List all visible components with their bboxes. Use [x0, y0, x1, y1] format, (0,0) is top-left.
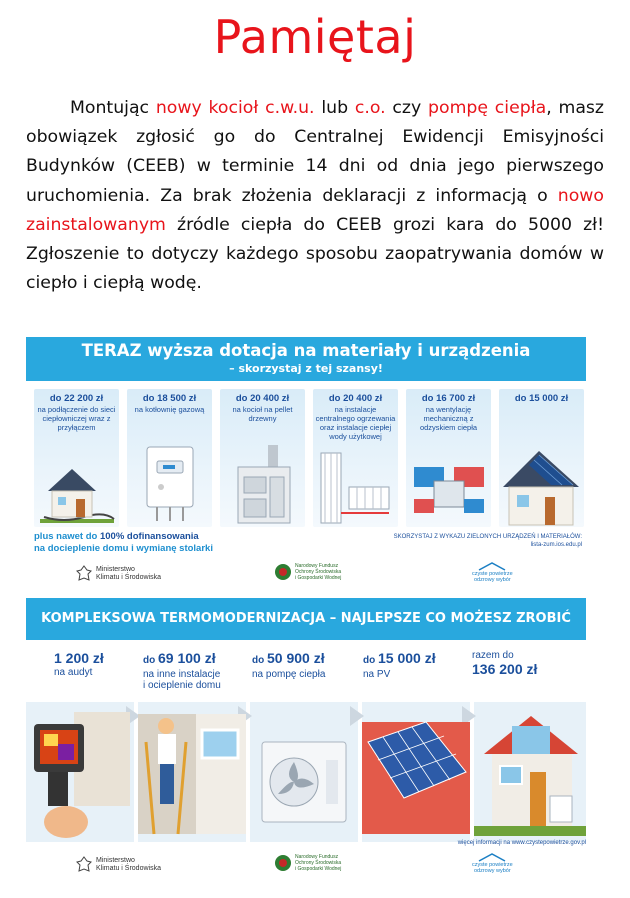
step-prefix: razem do: [472, 650, 514, 661]
pellet-boiler-icon: [220, 437, 305, 527]
card-amount: do 16 700 zł: [421, 393, 476, 404]
cp-name-1: czyste powietrze: [472, 571, 513, 577]
para-text-2: lub: [314, 98, 355, 118]
thermomodernization-infographic: [26, 590, 586, 886]
card-amount: do 20 400 zł: [235, 393, 290, 404]
gas-boiler-icon: [127, 427, 212, 527]
nf-name-2: Ochrony Środowiska: [295, 860, 342, 866]
nfosigw-icon: [274, 854, 292, 872]
nfosigw-icon: [274, 563, 292, 581]
logos-row-1: [26, 561, 586, 585]
card-district-heating: [34, 389, 119, 527]
card-desc: na kotłownię gazową: [134, 405, 205, 414]
eagle-icon: [76, 856, 92, 874]
more-info-url: więcej informacji na www.czystepowietrze.gov.pl: [457, 840, 586, 846]
ministry-logo: [76, 856, 161, 874]
nf-name-2: Ochrony Środowiska: [295, 569, 342, 575]
step-amount: 50 900 zł: [267, 650, 325, 666]
cp-name-2: odzrowy wybór: [473, 577, 511, 583]
card-pv: [499, 389, 584, 527]
zum-list-info: [378, 533, 582, 549]
card-central-heating: [313, 389, 398, 527]
ventilation-icon: [406, 447, 491, 527]
subsidy-cards: [34, 389, 582, 527]
nfosigw-logo: [274, 563, 341, 581]
subsidy-banner-title: TERAZ wyższa dotacja na materiały i urządzenia: [81, 341, 531, 360]
step-audit: [54, 650, 104, 678]
house-outline-icon: [477, 561, 507, 571]
step-desc: na audyt: [54, 667, 93, 678]
para-text-5: źródle ciepła do CEEB grozi kara do 5000 zł! Zgłoszenie to dotyczy każdego sposobu zaopatrywania domów w ciepło i ciepłą wodę.: [26, 214, 604, 294]
card-amount: do 22 200 zł: [49, 393, 104, 404]
ministry-name-2: Klimatu i Środowiska: [96, 574, 161, 581]
step-insulation: [143, 650, 221, 691]
card-pellet-boiler: [220, 389, 305, 527]
step-amount: 69 100 zł: [158, 650, 216, 666]
nf-name-3: i Gospodarki Wodnej: [295, 866, 342, 872]
para-highlight-co: c.o.: [354, 98, 386, 118]
step-amount: 1 200 zł: [54, 650, 104, 666]
card-ventilation: [406, 389, 491, 527]
ministry-name-1: Ministerstwo: [96, 857, 135, 864]
step-desc-2: i ocieplenie domu: [143, 680, 221, 691]
zum-list-label: SKORZYSTAJ Z WYKAZU ZIELONYCH URZĄDZEŃ I MATERIAŁÓW:: [393, 534, 582, 540]
subsidy-banner-subtitle: – skorzystaj z tej szansy!: [229, 362, 383, 375]
step-desc: na PV: [363, 669, 391, 680]
nf-name-3: i Gospodarki Wodnej: [295, 575, 342, 581]
cp-name-2: odzrowy wybór: [473, 868, 511, 874]
card-amount: do 18 500 zł: [142, 393, 197, 404]
plus-text-a: plus nawet do: [34, 531, 100, 542]
ministry-name-1: Ministerstwo: [96, 566, 135, 573]
nf-name-1: Narodowy Fundusz: [295, 854, 339, 860]
zum-list-url: lista-zum.ios.edu.pl: [530, 542, 582, 548]
step-amount: 15 000 zł: [378, 650, 436, 666]
para-text-1: Montując: [70, 98, 156, 118]
step-desc-1: na inne instalacje: [143, 669, 221, 680]
step-desc: na pompę ciepła: [252, 669, 326, 680]
page-title: Pamiętaj: [213, 10, 417, 64]
para-text-4: , masz obowiązek zgłosić go do Centralnej Ewidencji Emisyjności Budynków (CEEB) w terminie 14 dni od dnia jego pierwszego uruchomienia. Za brak złożenia deklaracji z informacją o: [26, 98, 604, 206]
para-highlight-new: nowo zainstalowanym: [26, 185, 604, 235]
notice-paragraph: [26, 94, 604, 298]
step-heat-pump: [252, 650, 325, 680]
thermo-steps: [26, 650, 586, 710]
step-prefix: do: [252, 655, 267, 666]
logos-row-2: [26, 852, 586, 878]
subsidy-banner: [26, 337, 586, 381]
card-desc: na instalacje centralnego ogrzewania oraz instalacje ciepłej wody użytkowej: [315, 405, 396, 441]
card-gas-boiler: [127, 389, 212, 527]
card-desc: na wentylację mechaniczną z odzyskiem ciepła: [419, 405, 478, 432]
card-desc: na kocioł na pellet drzewny: [232, 405, 293, 423]
step-prefix: do: [143, 655, 158, 666]
radiator-icon: [313, 447, 398, 527]
plus-text-b: 100% dofinansowania: [99, 531, 199, 542]
ministry-name-2: Klimatu i Środowiska: [96, 865, 161, 872]
card-amount: do 20 400 zł: [328, 393, 383, 404]
plus-info: [34, 531, 213, 555]
plus-text-c: na docieplenie domu i wymianę stolarki: [34, 543, 213, 554]
card-desc: na podłączenie do sieci ciepłowniczej wraz z przyłączem: [37, 405, 116, 432]
heat-pump-icon: [262, 742, 346, 822]
ministry-logo: [76, 565, 161, 583]
step-prefix: do: [363, 655, 378, 666]
nf-name-1: Narodowy Fundusz: [295, 563, 339, 569]
house-icon: [34, 457, 119, 527]
thermo-banner: KOMPLEKSOWA TERMOMODERNIZACJA – NAJLEPSZE CO MOŻESZ ZROBIĆ: [26, 598, 586, 640]
para-text-3: czy: [385, 98, 429, 118]
step-pv: [363, 650, 436, 680]
card-amount: do 15 000 zł: [514, 393, 569, 404]
subsidy-infographic: [26, 337, 586, 587]
house-outline-icon: [477, 852, 507, 862]
solar-roof-icon: [499, 427, 584, 527]
czyste-powietrze-logo: [472, 852, 513, 874]
worker-icon: [138, 714, 246, 834]
thermo-scene: [26, 702, 586, 852]
cp-name-1: czyste powietrze: [472, 862, 513, 868]
step-total: [472, 650, 537, 678]
czyste-powietrze-logo: [472, 561, 513, 583]
step-amount: 136 200 zł: [472, 661, 538, 677]
solar-panels-icon: [362, 722, 470, 834]
para-highlight-boiler: nowy kocioł c.w.u.: [155, 98, 315, 118]
nfosigw-logo: [274, 854, 341, 872]
eagle-icon: [76, 565, 92, 583]
para-highlight-heatpump: pompę ciepła: [428, 98, 547, 118]
